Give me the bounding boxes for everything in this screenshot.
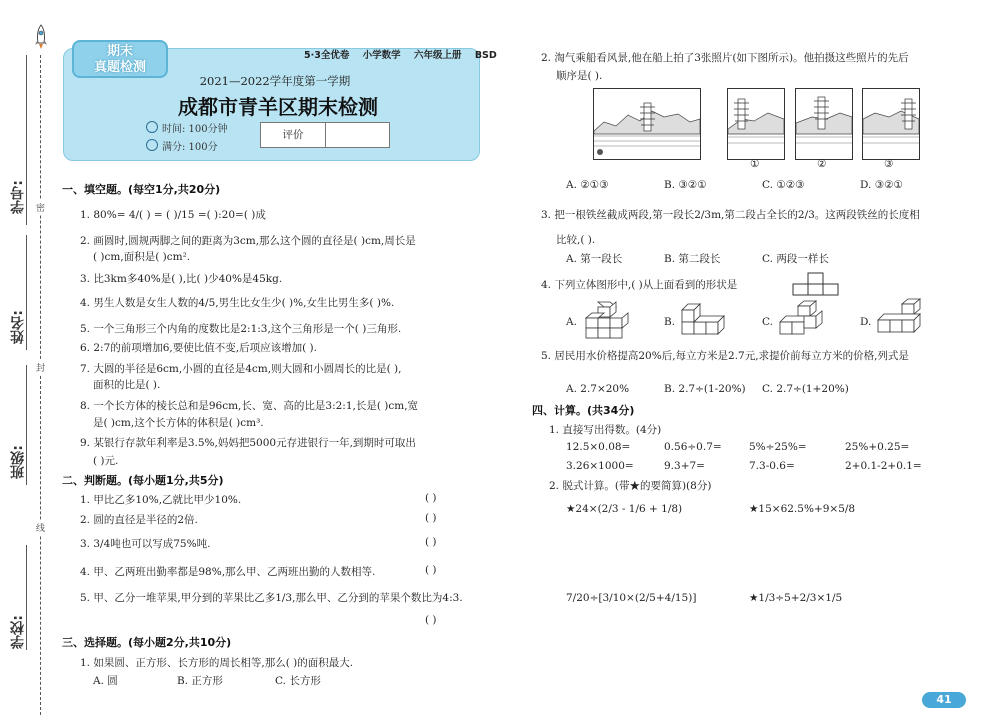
calc-q2: 2. 脱式计算。(带★的要简算)(8分) xyxy=(549,480,712,492)
choice-q3-line2: 比较,( ). xyxy=(556,234,596,246)
fill-q9-line2: ( )元. xyxy=(93,455,119,467)
photo-3-label: ③ xyxy=(884,158,894,170)
check-icon xyxy=(146,139,158,151)
page-number: 41 xyxy=(922,692,966,708)
series-edition: BSD xyxy=(474,50,497,61)
choice-q2-opt-c[interactable]: C. ①②③ xyxy=(762,179,805,191)
top-view-shape-icon xyxy=(792,272,840,296)
calc-expr-1: ★24×(2/3 - 1/6 + 1/8) xyxy=(566,503,683,515)
photo-1 xyxy=(727,88,785,160)
photo-2-label: ② xyxy=(817,158,827,170)
fill-q4: 4. 男生人数是女生人数的4/5,男生比女生少( )%,女生比男生多( )%. xyxy=(80,297,395,309)
choice-q2-line1: 2. 淘气乘船看风景,他在船上拍了3张照片(如下图所示)。他拍摄这些照片的先后 xyxy=(541,52,909,64)
choice-q5-opt-c[interactable]: C. 2.7÷(1+20%) xyxy=(762,383,849,395)
choice-q5-opt-b[interactable]: B. 2.7÷(1-20%) xyxy=(664,383,746,395)
section-choice: 三、选择题。(每小题2分,共10分) xyxy=(62,636,232,649)
calc-item-8: 2+0.1-2+0.1= xyxy=(845,460,922,472)
fill-q9-line1: 9. 某银行存款年利率是3.5%,妈妈把5000元存进银行一年,到期时可取出 xyxy=(80,437,416,449)
calc-item-5: 3.26×1000= xyxy=(566,460,634,472)
score-text: 满分: 100分 xyxy=(162,142,218,153)
fill-q2-line1: 2. 画圆时,圆规两脚之间的距离为3cm,那么这个圆的直径是( )cm,周长是 xyxy=(80,235,416,247)
series-subject: 小学数学 xyxy=(362,50,401,61)
fill-q6: 6. 2:7的前项增加6,要使比值不变,后项应该增加( ). xyxy=(80,342,317,354)
score-row xyxy=(146,138,218,153)
fill-q8-line1: 8. 一个长方体的棱长总和是96cm,长、宽、高的比是3:2:1,长是( )cm,宽 xyxy=(80,400,419,412)
fill-q7-line1: 7. 大圆的半径是6cm,小圆的直径是4cm,则大圆和小圆周长的比是( ), xyxy=(80,363,402,375)
judge-q5: 5. 甲、乙分一堆苹果,甲分到的苹果比乙多1/3,那么甲、乙分到的苹果个数比为4:3. xyxy=(80,592,463,604)
cube-figure-d xyxy=(876,298,932,340)
student-id-line xyxy=(26,55,27,225)
series-name: 5·3全优卷 xyxy=(304,50,350,61)
photo-reference xyxy=(593,88,701,160)
clock-icon xyxy=(146,121,158,133)
fill-q8-line2: 是( )cm,这个长方体的体积是( )cm³. xyxy=(93,417,264,429)
school-label: 学校: xyxy=(10,615,26,649)
exam-year: 2021—2022学年度第一学期 xyxy=(199,74,351,88)
fill-q7-line2: 面积的比是( ). xyxy=(93,379,161,391)
choice-q3-opt-a[interactable]: A. 第一段长 xyxy=(566,253,623,265)
judge-q4: 4. 甲、乙两班出勤率都是98%,那么甲、乙两班出勤的人数相等. xyxy=(80,566,376,578)
judge-q4-answer[interactable]: ( ) xyxy=(425,564,437,576)
calc-item-6: 9.3+7= xyxy=(664,460,705,472)
choice-q4: 4. 下列立体图形中,( )从上面看到的形状是 xyxy=(541,279,738,291)
choice-q1: 1. 如果圆、正方形、长方形的周长相等,那么( )的面积最大. xyxy=(80,657,354,669)
choice-q2-opt-b[interactable]: B. ③②① xyxy=(664,179,707,191)
choice-q1-opt-a[interactable]: A. 圆 xyxy=(93,675,118,687)
choice-q4-opt-c[interactable]: C. xyxy=(762,316,773,328)
cube-figure-b xyxy=(680,302,732,338)
calc-item-7: 7.3-0.6= xyxy=(749,460,795,472)
choice-q3-line1: 3. 把一根铁丝截成两段,第一段长2/3m,第二段占全长的2/3。这两段铁丝的长度相 xyxy=(541,209,920,221)
choice-q4-opt-b[interactable]: B. xyxy=(664,316,676,328)
calc-expr-3: 7/20÷[3/10×(2/5+4/15)] xyxy=(566,592,697,604)
badge-line-1: 期末 xyxy=(106,44,133,59)
photo-1-label: ① xyxy=(750,158,760,170)
judge-q1: 1. 甲比乙多10%,乙就比甲少10%. xyxy=(80,494,242,506)
choice-q2-opt-d[interactable]: D. ③②① xyxy=(860,179,903,191)
name-label: 姓名: xyxy=(10,310,26,344)
photo-3 xyxy=(862,88,920,160)
seal-char-mi: 密 xyxy=(36,200,45,215)
fill-q2-line2: ( )cm,面积是( )cm². xyxy=(93,251,191,263)
cube-figure-c xyxy=(776,300,828,340)
seal-char-xian: 线 xyxy=(36,520,45,535)
calc-expr-4: ★1/3÷5+2/3×1/5 xyxy=(749,592,843,604)
fill-q1: 1. 80%= 4/( ) = ( )/15 =( ):20=( )成 xyxy=(80,209,266,221)
series-grade: 六年级上册 xyxy=(413,50,462,61)
judge-q1-answer[interactable]: ( ) xyxy=(425,492,437,504)
section-judge: 二、判断题。(每小题1分,共5分) xyxy=(62,474,224,487)
fill-q3: 3. 比3km多40%是( ),比( )少40%是45kg. xyxy=(80,273,283,285)
time-text: 时间: 100分钟 xyxy=(162,124,228,135)
calc-item-3: 5%÷25%= xyxy=(749,441,807,453)
student-id-label: 学号: xyxy=(10,180,26,214)
choice-q1-opt-b[interactable]: B. 正方形 xyxy=(177,675,223,687)
fill-q5: 5. 一个三角形三个内角的度数比是2:1:3,这个三角形是一个( )三角形. xyxy=(80,323,402,335)
calc-item-1: 12.5×0.08= xyxy=(566,441,631,453)
choice-q3-opt-c[interactable]: C. 两段一样长 xyxy=(762,253,829,265)
choice-q4-opt-a[interactable]: A. xyxy=(566,316,577,328)
choice-q2-opt-a[interactable]: A. ②①③ xyxy=(566,179,609,191)
judge-q2-answer[interactable]: ( ) xyxy=(425,512,437,524)
calc-item-2: 0.56÷0.7= xyxy=(664,441,722,453)
class-line xyxy=(26,365,27,485)
cube-figure-a xyxy=(582,300,634,340)
section-fill-blank: 一、填空题。(每空1分,共20分) xyxy=(62,183,221,196)
judge-q3-answer[interactable]: ( ) xyxy=(425,536,437,548)
name-line xyxy=(26,235,27,350)
choice-q4-opt-d[interactable]: D. xyxy=(860,316,872,328)
class-label: 班级: xyxy=(10,445,26,479)
choice-q5: 5. 居民用水价格提高20%后,每立方米是2.7元,求提价前每立方米的价格,列式是 xyxy=(541,350,909,362)
choice-q2-line2: 顺序是( ). xyxy=(556,70,603,82)
school-line xyxy=(26,545,27,650)
judge-q2: 2. 圆的直径是半径的2倍. xyxy=(80,514,198,526)
photo-2 xyxy=(795,88,853,160)
section-calc: 四、计算。(共34分) xyxy=(532,404,635,417)
choice-q1-opt-c[interactable]: C. 长方形 xyxy=(275,675,321,687)
time-row xyxy=(146,120,228,135)
calc-item-4: 25%+0.25= xyxy=(845,441,910,453)
badge-line-2: 真题检测 xyxy=(93,60,146,75)
exam-title: 成都市青羊区期末检测 xyxy=(178,95,378,119)
choice-q5-opt-a[interactable]: A. 2.7×20% xyxy=(566,383,630,395)
seal-char-feng: 封 xyxy=(36,360,45,375)
calc-q1: 1. 直接写出得数。(4分) xyxy=(549,424,662,436)
judge-q5-answer[interactable]: ( ) xyxy=(425,614,437,626)
calc-expr-2: ★15×62.5%+9×5/8 xyxy=(749,503,856,515)
exam-badge xyxy=(72,40,168,78)
judge-q3: 3. 3/4吨也可以写成75%吨. xyxy=(80,538,211,550)
series-info xyxy=(304,47,507,61)
binding-dashed-line xyxy=(40,55,41,715)
rocket-icon xyxy=(34,24,48,50)
evaluation-label: 评价 xyxy=(261,123,326,147)
evaluation-box[interactable] xyxy=(260,122,390,148)
choice-q3-opt-b[interactable]: B. 第二段长 xyxy=(664,253,721,265)
